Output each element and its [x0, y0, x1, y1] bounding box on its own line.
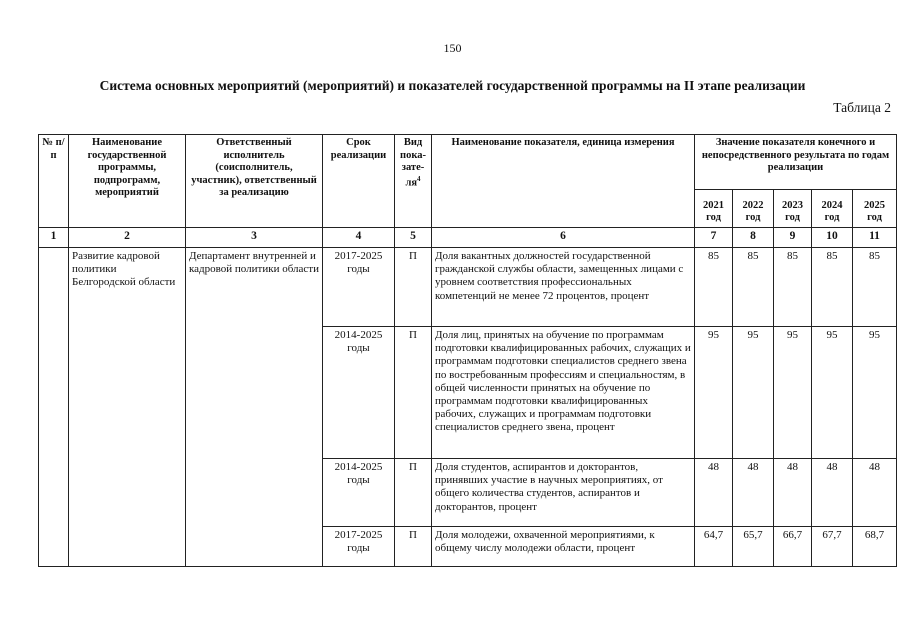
column-number: 1	[39, 228, 69, 248]
period-cell: 2014-2025 годы	[323, 327, 395, 459]
table-row	[39, 248, 897, 327]
header-period: Срок реализации	[323, 135, 395, 228]
value-cell: 85	[853, 248, 897, 327]
period-cell: 2017-2025 годы	[323, 527, 395, 567]
period-cell: 2017-2025 годы	[323, 248, 395, 327]
value-cell: 67,7	[812, 527, 853, 567]
header-num: № п/п	[39, 135, 69, 228]
header-footnote-mark: 4	[417, 174, 421, 183]
indicator-name-cell: Доля вакантных должностей государственной гражданской службы области, замещенных лицами с уровнем соответствия профессиональных компетенций не менее 72 процентов, процент	[432, 248, 695, 327]
column-number: 6	[432, 228, 695, 248]
column-number: 11	[853, 228, 897, 248]
value-cell: 95	[695, 327, 733, 459]
indicator-type-cell: П	[395, 459, 432, 527]
value-cell: 48	[774, 459, 812, 527]
column-number: 8	[733, 228, 774, 248]
program-executor: Департамент внутренней и кадровой политики области	[186, 248, 323, 567]
value-cell: 48	[695, 459, 733, 527]
column-number-row	[39, 228, 897, 248]
indicator-name-cell: Доля лиц, принятых на обучение по программам подготовки квалифицированных рабочих, служащих и программам подготовки специалистов среднего звена по востребованным профессиям и специальностям, в общей численности принятых на обучение по программам подготовки квалифицированных рабочих, служащих и программам подготовки специалистов среднего звена, процент	[432, 327, 695, 459]
document-title: Система основных мероприятий (мероприятий) и показателей государственной программы на II этапе реализации	[99, 78, 806, 93]
header-indicator-type	[395, 135, 432, 228]
header-year: 2023 год	[774, 190, 812, 228]
value-cell: 95	[812, 327, 853, 459]
value-cell: 68,7	[853, 527, 897, 567]
column-number: 7	[695, 228, 733, 248]
indicator-type-cell: П	[395, 248, 432, 327]
column-number: 2	[69, 228, 186, 248]
header-program-name: Наименование государственной программы, подпрограмм, мероприятий	[69, 135, 186, 228]
value-cell: 64,7	[695, 527, 733, 567]
value-cell: 65,7	[733, 527, 774, 567]
value-cell: 85	[812, 248, 853, 327]
column-number: 9	[774, 228, 812, 248]
header-values-group: Значение показателя конечного и непосредственного результата по годам реализации	[695, 135, 897, 190]
header-year: 2025 год	[853, 190, 897, 228]
header-indicator-name: Наименование показателя, единица измерения	[432, 135, 695, 228]
value-cell: 66,7	[774, 527, 812, 567]
value-cell: 95	[774, 327, 812, 459]
column-number: 10	[812, 228, 853, 248]
value-cell: 95	[853, 327, 897, 459]
indicator-name-cell: Доля молодежи, охваченной мероприятиями, к общему числу молодежи области, процент	[432, 527, 695, 567]
value-cell: 85	[774, 248, 812, 327]
indicator-type-cell: П	[395, 327, 432, 459]
program-name: Развитие кадровой политики Белгородской области	[69, 248, 186, 567]
row-number-cell	[39, 248, 69, 567]
page-number: 150	[443, 41, 462, 55]
indicators-table	[38, 134, 897, 567]
indicator-name-cell: Доля студентов, аспирантов и докторантов, принявших участие в научных мероприятиях, от общего количества студентов, аспирантов и докторантов, процент	[432, 459, 695, 527]
header-executor: Ответственный исполнитель (соисполнитель, участник), ответственный за реализацию	[186, 135, 323, 228]
header-year: 2021 год	[695, 190, 733, 228]
header-indicator-type-label: Вид пока-зате-ля	[400, 137, 426, 189]
value-cell: 48	[812, 459, 853, 527]
table-caption: Таблица 2	[833, 100, 891, 115]
value-cell: 48	[853, 459, 897, 527]
value-cell: 95	[733, 327, 774, 459]
column-number: 4	[323, 228, 395, 248]
value-cell: 48	[733, 459, 774, 527]
value-cell: 85	[733, 248, 774, 327]
value-cell: 85	[695, 248, 733, 327]
header-year: 2024 год	[812, 190, 853, 228]
column-number: 3	[186, 228, 323, 248]
period-cell: 2014-2025 годы	[323, 459, 395, 527]
header-year: 2022 год	[733, 190, 774, 228]
column-number: 5	[395, 228, 432, 248]
indicator-type-cell: П	[395, 527, 432, 567]
